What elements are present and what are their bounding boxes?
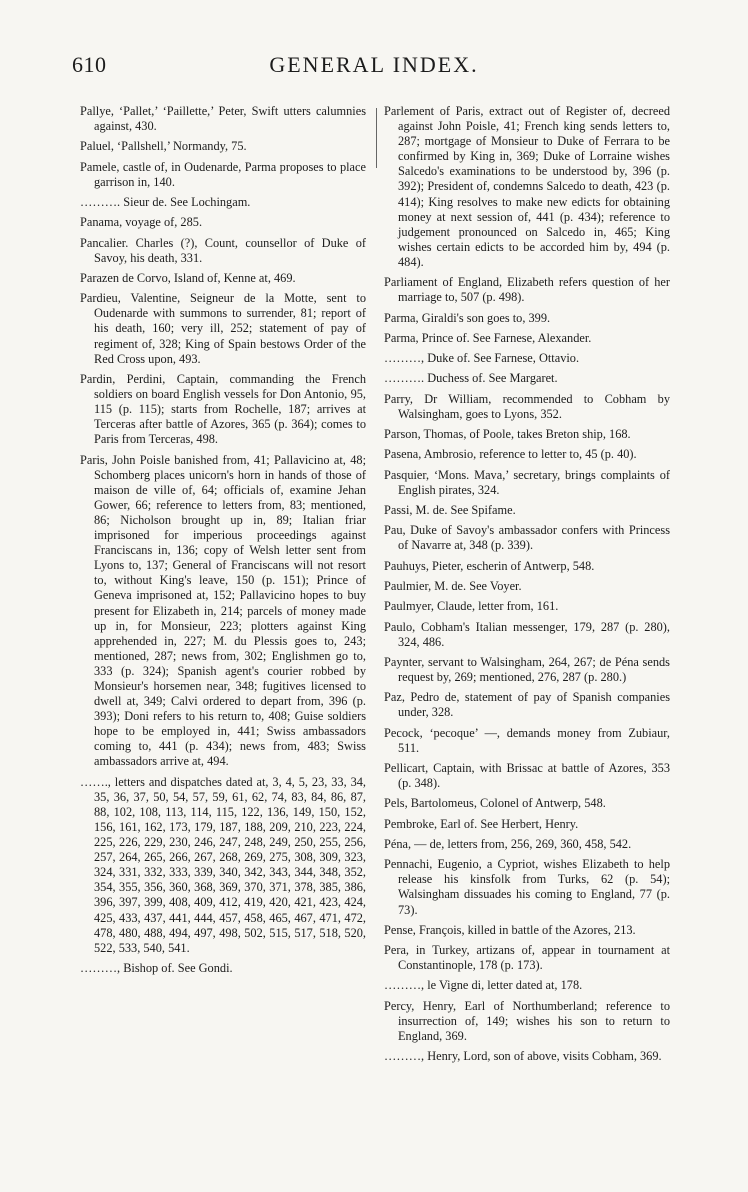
index-entry: Paynter, servant to Walsingham, 264, 267; de Péna sends request by, 269; mentioned, 276, 287 (p. 280.) bbox=[384, 654, 670, 684]
index-entry: Panama, voyage of, 285. bbox=[80, 215, 203, 230]
index-entry: Parlement of Paris, extract out of Register of, decreed against John Poisle, 41; French king sends letters to, 287; mortgage of Monsieur to Duke of Ferrara to be confirmed by King in, 369; Duke of Lorraine wishes Salcedo's examinations to be understood by, 396 (p. 392); President of, condemns Salcedo to death, 423 (p. 414); King resolves to make new edicts for obtaining money at next session of, 441 (p. 434); reference to judgement pronounced on Salcedo in, 465; King wishes certain edicts to be accorded him by, 494 (p. 484). bbox=[384, 104, 670, 269]
index-entry: Pardin, Perdini, Captain, commanding the French soldiers on board English vessels for Don Antonio, 95, 115 (p. 115); starts from Rochelle, 187; arrives at Terceras after battle of Azores, 365 (p. 364); comes to Paris from Terceras, 498. bbox=[80, 371, 366, 447]
index-entry: Pennachi, Eugenio, a Cypriot, wishes Elizabeth to help release his kinsfolk from Turks, 62 (p. 54); Walsingham dissuades his coming to England, 77 (p. 73). bbox=[384, 857, 670, 917]
index-entry: Pecock, ‘pecoque’ —, demands money from Zubiaur, 511. bbox=[384, 725, 670, 755]
index-entry: Parma, Prince of. See Farnese, Alexander. bbox=[384, 330, 592, 345]
running-title: GENERAL INDEX. bbox=[269, 52, 479, 77]
index-entry: Péna, — de, letters from, 256, 269, 360, 458, 542. bbox=[384, 836, 632, 851]
index-subentry: ………. Duchess of. See Margaret. bbox=[384, 371, 558, 386]
index-subentry: ………, Bishop of. See Gondi. bbox=[80, 961, 233, 976]
index-subentry: ……., letters and dispatches dated at, 3, 4, 5, 23, 33, 34, 35, 36, 37, 50, 54, 57, 59, 61, 62, 74, 83, 84, 86, 87, 88, 102, 108, 113, 114, 115, 122, 136, 149, 150, 152, 156, 161, 162, 173, 179, 187, 188, 209, 210, 223, 224, 225, 226, 229, 230, 246, 247, 248, 249, 250, 255, 256, 257, 264, 265, 266, 267, 268, 269, 275, 308, 309, 323, 324, 331, 332, 333, 339, 340, 342, 343, 344, 348, 352, 354, 355, 356, 360, 368, 369, 370, 371, 378, 385, 386, 396, 397, 399, 408, 409, 412, 419, 420, 421, 423, 424, 425, 433, 437, 441, 444, 457, 458, 465, 467, 471, 472, 478, 480, 488, 494, 497, 498, 502, 515, 517, 518, 520, 522, 533, 540, 541. bbox=[80, 774, 366, 955]
index-entry: Pancalier. Charles (?), Count, counsellor of Duke of Savoy, his death, 331. bbox=[80, 235, 366, 265]
column-divider bbox=[376, 108, 381, 168]
index-subentry: ………, Henry, Lord, son of above, visits Cobham, 369. bbox=[384, 1049, 662, 1064]
index-column-right bbox=[384, 104, 670, 1070]
index-entry: Pellicart, Captain, with Brissac at battle of Azores, 353 (p. 348). bbox=[384, 761, 670, 791]
index-entry: Pau, Duke of Savoy's ambassador confers with Princess of Navarre at, 348 (p. 339). bbox=[384, 523, 670, 553]
index-entry: Pamele, castle of, in Oudenarde, Parma proposes to place garrison in, 140. bbox=[80, 159, 366, 189]
index-entry: Percy, Henry, Earl of Northumberland; reference to insurrection of, 149; wishes his son to return to England, 369. bbox=[384, 998, 670, 1043]
index-entry: Pardieu, Valentine, Seigneur de la Motte, sent to Oudenarde with summons to surrender, 81; report of his death, 160; very ill, 252; statement of pay of regiment of, 328; King of Spain bestows Order of the Red Cross upon, 493. bbox=[80, 291, 366, 366]
index-entry: Paluel, ‘Pallshell,’ Normandy, 75. bbox=[80, 139, 247, 154]
index-subentry: ………, le Vigne di, letter dated at, 178. bbox=[384, 978, 583, 993]
page-header bbox=[0, 52, 748, 82]
index-entry: Paulmyer, Claude, letter from, 161. bbox=[384, 599, 559, 614]
index-entry: Parry, Dr William, recommended to Cobham by Walsingham, goes to Lyons, 352. bbox=[384, 391, 670, 421]
index-entry: Pasena, Ambrosio, reference to letter to, 45 (p. 40). bbox=[384, 447, 637, 462]
index-subentry: ………. Sieur de. See Lochingam. bbox=[80, 195, 251, 210]
index-entry: Pels, Bartolomeus, Colonel of Antwerp, 548. bbox=[384, 796, 606, 811]
index-entry: Passi, M. de. See Spifame. bbox=[384, 503, 516, 518]
page-number: 610 bbox=[72, 52, 107, 77]
index-entry: Parson, Thomas, of Poole, takes Breton ship, 168. bbox=[384, 427, 631, 442]
index-entry: Parma, Giraldi's son goes to, 399. bbox=[384, 310, 551, 325]
index-entry: Pera, in Turkey, artizans of, appear in tournament at Constantinople, 178 (p. 173). bbox=[384, 943, 670, 973]
index-entry: Parazen de Corvo, Island of, Kenne at, 469. bbox=[80, 270, 296, 285]
index-entry: Pasquier, ‘Mons. Mava,’ secretary, brings complaints of English pirates, 324. bbox=[384, 467, 670, 497]
index-entry: Pembroke, Earl of. See Herbert, Henry. bbox=[384, 816, 579, 831]
index-entry: Pauhuys, Pieter, escherin of Antwerp, 548. bbox=[384, 558, 595, 573]
index-subentry: ………, Duke of. See Farnese, Ottavio. bbox=[384, 351, 580, 366]
index-entry: Parliament of England, Elizabeth refers question of her marriage to, 507 (p. 498). bbox=[384, 275, 670, 305]
index-entry: Paulmier, M. de. See Voyer. bbox=[384, 578, 522, 593]
index-entry: Paris, John Poisle banished from, 41; Pallavicino at, 48; Schomberg places unicorn's horn in hands of those of maison de ville of, 64; officials of, examine Jehan Gower, 66; reference to letters from, 83; mentioned, 86; Nicholson brought up in, 89; Italian friar imprisoned for imperious proceedings against Franciscans in, 136; copy of Welsh letter sent from Lyons to, 137; General of Franciscans will not resort to, without King's leave, 150 (p. 151); Prince of Geneva imprisoned at, 152; Pallavicino hopes to buy present for Elizabeth in, 214; parcels of money made up in, for Monsieur, 223; plotters against King apprehended in, 227; M. du Plessis goes to, 243; mentioned, 287; news from, 302; Englishmen go to, 333 (p. 324); Spanish agent's courier robbed by Monsieur's horsemen near, 348; fugitives licensed to dwell at, 349; Calvi ordered to depart from, 396 (p. 393); Doni refers to his return to, 408; Guise soldiers hope to be employed in, 441; Swiss ambassadors coming to, 441 (p. 434); news from, 483; Swiss ambassadors arrive at, 494. bbox=[80, 452, 366, 769]
index-entry: Paz, Pedro de, statement of pay of Spanish companies under, 328. bbox=[384, 690, 670, 720]
index-entry: Pense, François, killed in battle of the Azores, 213. bbox=[384, 922, 636, 937]
index-entry: Paulo, Cobham's Italian messenger, 179, 287 (p. 280), 324, 486. bbox=[384, 619, 670, 649]
index-entry: Pallye, ‘Pallet,’ ‘Paillette,’ Peter, Swift utters calumnies against, 430. bbox=[80, 104, 366, 134]
index-column-left bbox=[80, 104, 366, 981]
